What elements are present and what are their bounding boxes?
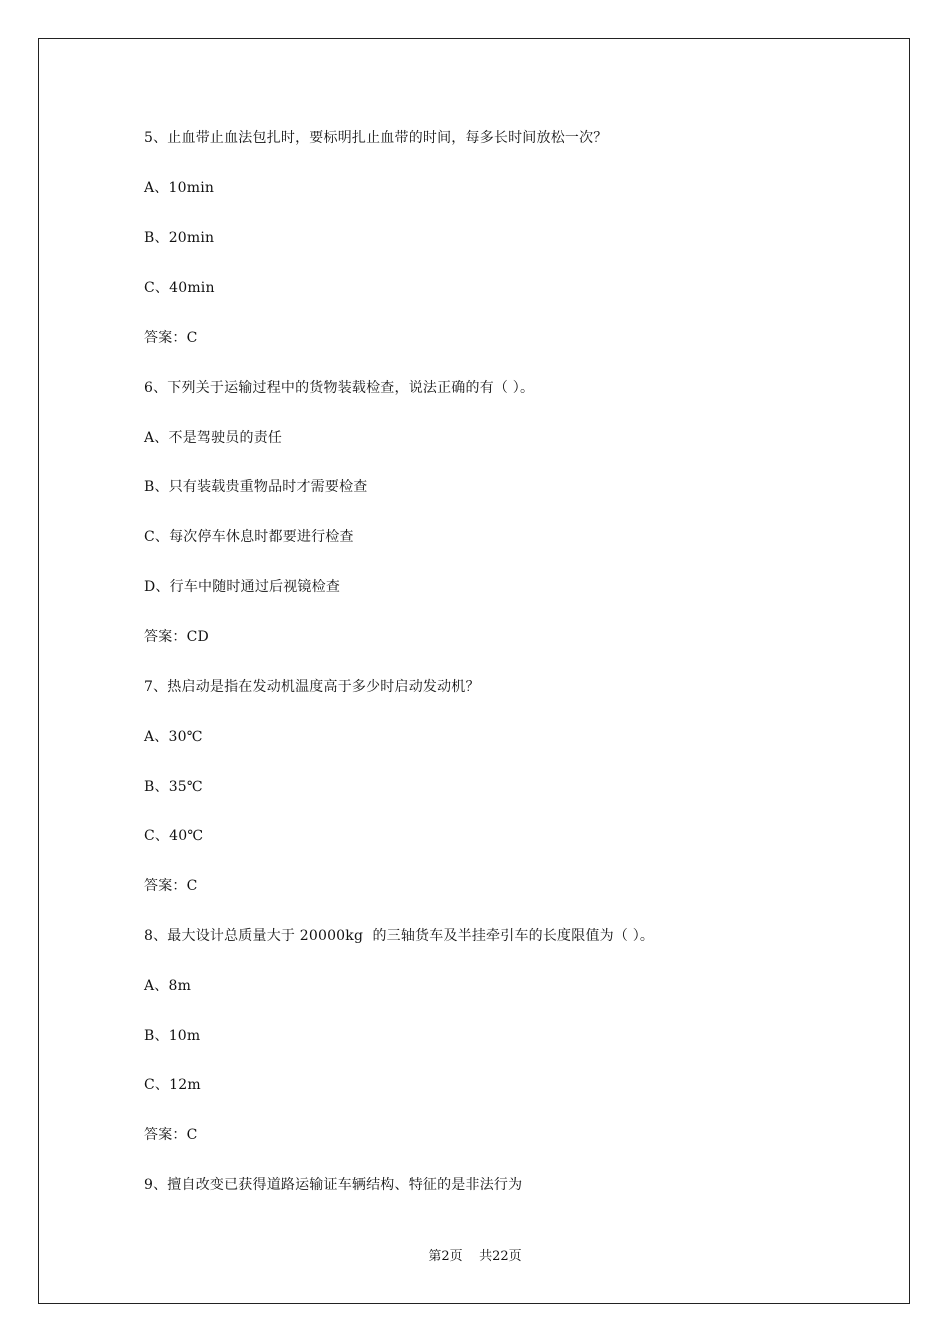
question-7-stem: 7、热启动是指在发动机温度高于多少时启动发动机？ [144, 679, 480, 695]
question-8-option-b: B、10m [144, 1028, 201, 1044]
question-8-option-a: A、8m [144, 978, 192, 994]
question-8-answer: 答案：C [144, 1127, 198, 1143]
question-6-stem: 6、下列关于运输过程中的货物装载检查，说法正确的有（ ）。 [144, 380, 535, 396]
question-7-option-c: C、40℃ [144, 828, 204, 844]
question-6-option-b: B、只有装载贵重物品时才需要检查 [144, 479, 368, 495]
question-9-stem: 9、擅自改变已获得道路运输证车辆结构、特征的是非法行为 [144, 1177, 523, 1193]
question-5-option-b: B、20min [144, 230, 215, 246]
question-5-option-a: A、10min [144, 180, 215, 196]
question-5-option-c: C、40min [144, 280, 215, 296]
question-7-option-a: A、30℃ [144, 729, 203, 745]
question-7-answer: 答案：C [144, 878, 198, 894]
question-6-answer: 答案：CD [144, 629, 209, 645]
page-number-footer: 第2页 共22页 [428, 1249, 522, 1264]
question-6-option-c: C、每次停车休息时都要进行检查 [144, 529, 354, 545]
question-6-option-a: A、不是驾驶员的责任 [144, 430, 283, 446]
question-5-stem: 5、止血带止血法包扎时，要标明扎止血带的时间，每多长时间放松一次？ [144, 130, 608, 146]
question-7-option-b: B、35℃ [144, 779, 203, 795]
question-5-answer: 答案：C [144, 330, 198, 346]
question-8-option-c: C、12m [144, 1077, 201, 1093]
question-6-option-d: D、行车中随时通过后视镜检查 [144, 579, 341, 595]
question-8-stem: 8、最大设计总质量大于 20000kg 的三轴货车及半挂牵引车的长度限值为（ ）。 [144, 928, 655, 944]
